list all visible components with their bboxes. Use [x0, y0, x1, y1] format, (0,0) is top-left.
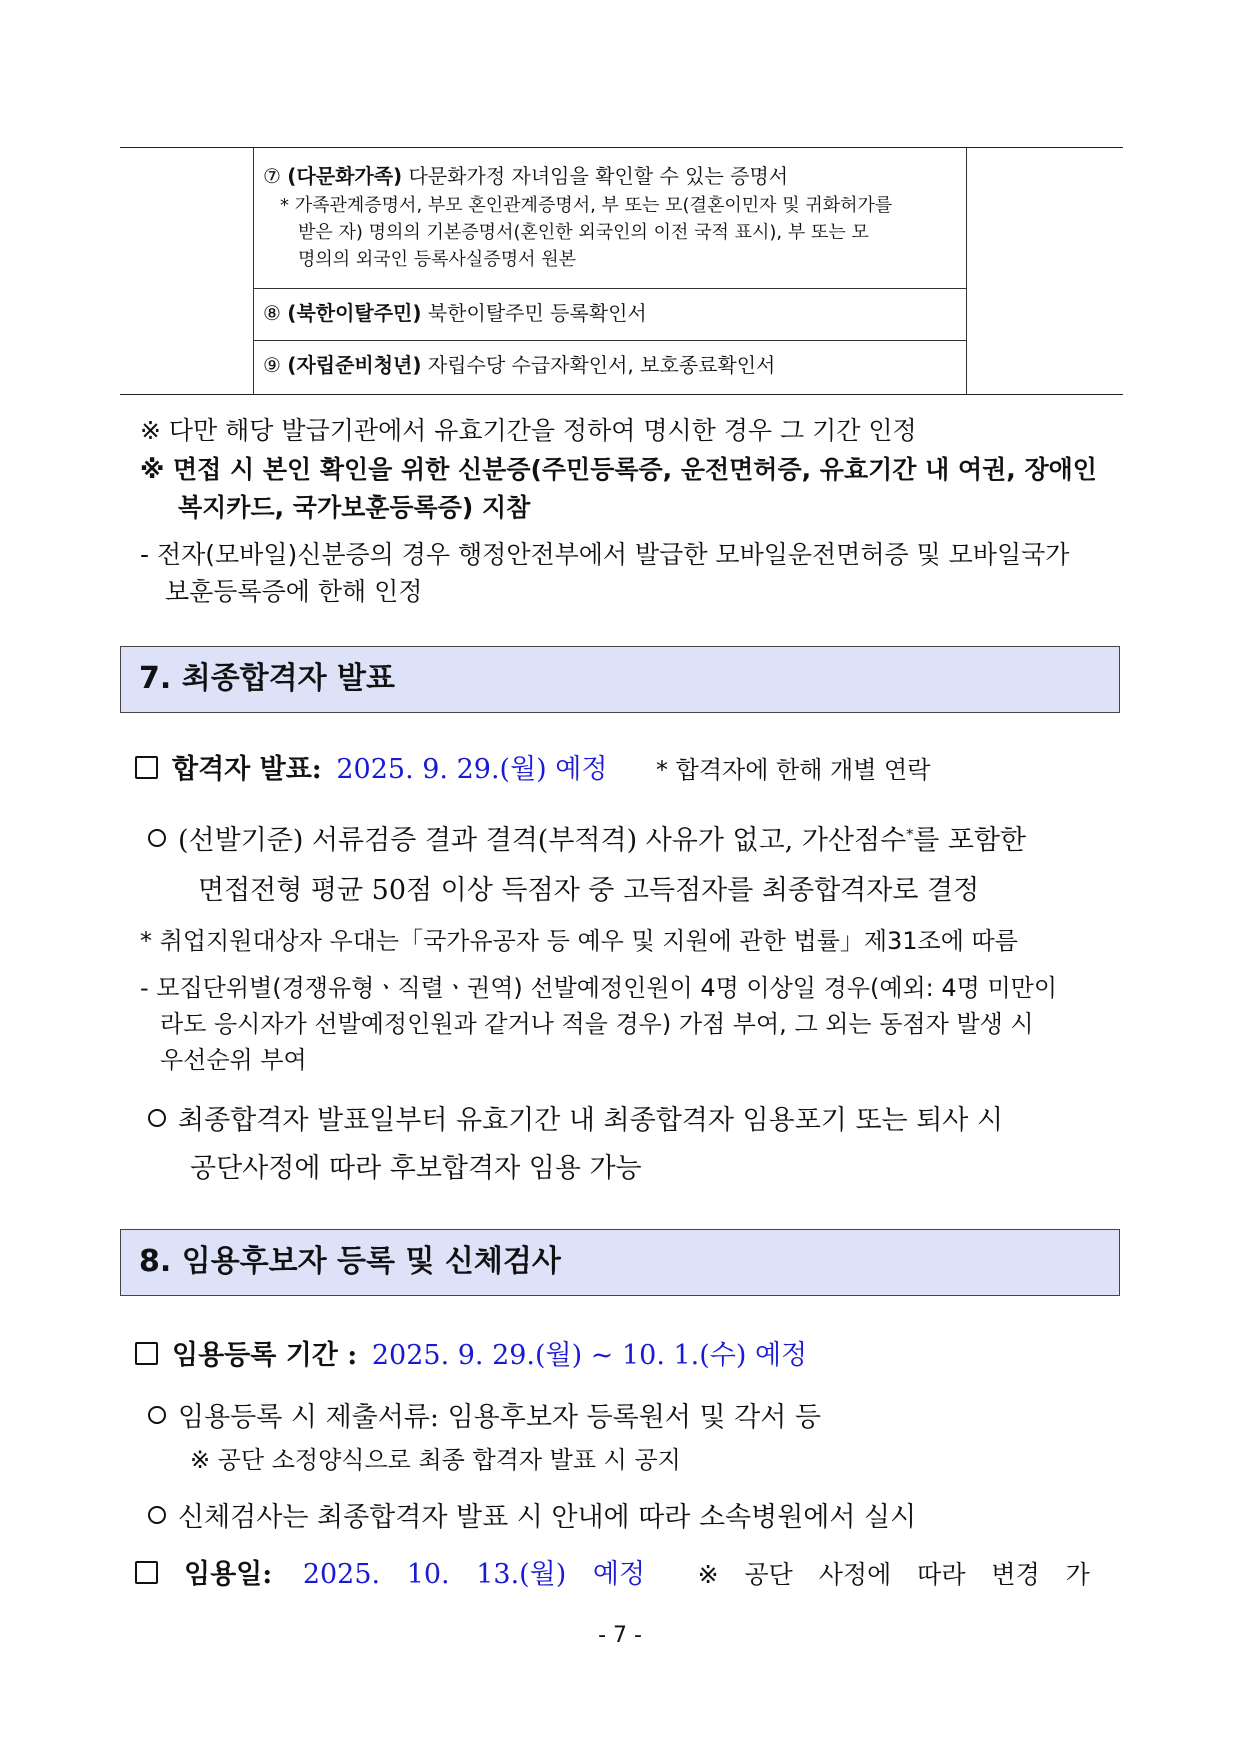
id-requirement-note-cont: 복지카드, 국가보훈등록증) 지참	[178, 493, 531, 522]
registration-date: 2025. 9. 29.(월) ~ 10. 1.(수) 예정	[371, 1340, 808, 1371]
registration-documents-note: ※ 공단 소정양식으로 최종 합격자 발표 시 공지	[190, 1446, 681, 1474]
physical-exam-line: 신체검사는 최종합격자 발표 시 안내에 따라 소속병원에서 실시	[148, 1495, 916, 1534]
table-row-multicultural	[263, 163, 953, 189]
registration-label: 임용등록 기간 :	[172, 1340, 358, 1371]
bonus-rule: - 모집단위별(경쟁유형ㆍ직렬ㆍ권역) 선발예정인원이 4명 이상일 경우(예외: 4명 미만이	[140, 974, 1058, 1002]
appointment-date: 2025. 10. 13.(월) 예정	[302, 1559, 646, 1590]
row-number: ⑧	[263, 301, 281, 325]
row-category: (자립준비청년)	[287, 353, 422, 377]
page-number: - 7 -	[598, 1623, 642, 1648]
appointment-label: 임용일:	[184, 1559, 273, 1590]
eligibility-document-table	[120, 147, 1123, 395]
table-row-north-korean-defector	[263, 300, 953, 326]
validity-note: ※ 다만 해당 발급기관에서 유효기간을 정하여 명시한 경우 그 기간 인정	[140, 416, 917, 445]
row-document: 북한이탈주민 등록확인서	[427, 301, 647, 325]
table-divider	[966, 148, 967, 394]
registration-documents: 임용등록 시 제출서류: 임용후보자 등록원서 및 각서 등	[148, 1395, 821, 1434]
reserve-candidate: 최종합격자 발표일부터 유효기간 내 최종합격자 임용포기 또는 퇴사 시	[148, 1098, 1003, 1137]
section-7-header: 7. 최종합격자 발표	[120, 646, 1120, 713]
announcement-label: 합격자 발표:	[172, 754, 322, 785]
bullet-circle-icon	[148, 1109, 166, 1127]
bullet-circle-icon	[148, 829, 166, 847]
row-category: (다문화가족)	[287, 164, 403, 188]
mobile-id-note: - 전자(모바일)신분증의 경우 행정안전부에서 발급한 모바일운전면허증 및 모바일국가	[140, 540, 1070, 569]
id-requirement-note: ※ 면접 시 본인 확인을 위한 신분증(주민등록증, 운전면허증, 유효기간 내 여권, 장애인	[140, 455, 1097, 484]
announcement-line	[135, 747, 930, 786]
registration-period-line	[135, 1333, 807, 1372]
table-divider	[253, 148, 254, 394]
row-document: 자립수당 수급자확인서, 보호종료확인서	[427, 353, 776, 377]
table-row-divider	[253, 340, 966, 341]
mobile-id-note-cont: 보훈등록증에 한해 인정	[165, 577, 423, 606]
checkbox-square-icon	[135, 1561, 158, 1584]
row-note: * 가족관계증명서, 부모 혼인관계증명서, 부 또는 모(결혼이민자 및 귀화허가를 받은 자) 명의의 기본증명서(혼인한 외국인의 이전 국적 표시), 부 또는 모 명의의 외국인 등록사실증명서 원본	[280, 195, 893, 270]
bullet-circle-icon	[148, 1406, 166, 1424]
veteran-footnote: * 취업지원대상자 우대는「국가유공자 등 예우 및 지원에 관한 법률」제31조에 따름	[140, 927, 1018, 955]
announcement-note: * 합격자에 한해 개별 연락	[656, 756, 931, 784]
reserve-candidate-cont: 공단사정에 따라 후보합격자 임용 가능	[190, 1153, 642, 1184]
table-row-independent-youth	[263, 352, 953, 378]
row-category: (북한이탈주민)	[287, 301, 422, 325]
table-row-divider	[253, 288, 966, 289]
bonus-rule-cont2: 우선순위 부여	[160, 1046, 307, 1074]
selection-criteria: (선발기준) 서류검증 결과 결격(부적격) 사유가 없고, 가산점수*를 포함한	[148, 818, 1026, 857]
row-document: 다문화가정 자녀임을 확인할 수 있는 증명서	[408, 164, 789, 188]
appointment-note: ※ 공단 사정에 따라 변경 가	[697, 1560, 1090, 1589]
checkbox-square-icon	[135, 1342, 158, 1365]
row-number: ⑨	[263, 353, 281, 377]
selection-criteria-cont: 면접전형 평균 50점 이상 득점자 중 고득점자를 최종합격자로 결정	[198, 875, 980, 906]
announcement-date: 2025. 9. 29.(월) 예정	[336, 754, 608, 785]
bonus-rule-cont: 라도 응시자가 선발예정인원과 같거나 적을 경우) 가점 부여, 그 외는 동점자 발생 시	[160, 1010, 1034, 1038]
row-number: ⑦	[263, 164, 281, 188]
bullet-circle-icon	[148, 1506, 166, 1524]
section-8-header: 8. 임용후보자 등록 및 신체검사	[120, 1229, 1120, 1296]
appointment-date-line	[135, 1552, 1090, 1591]
checkbox-square-icon	[135, 756, 158, 779]
